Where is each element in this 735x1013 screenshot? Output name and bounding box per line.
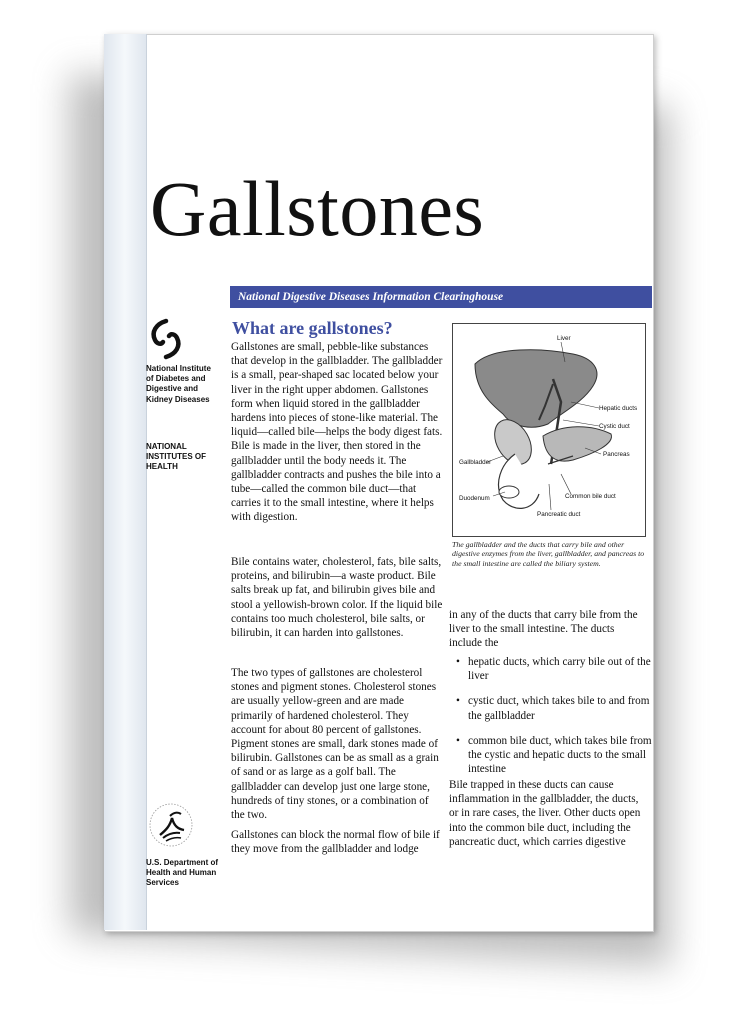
niddk-name: National Institute of Diabetes and Digestive and Kidney Diseases <box>146 364 211 404</box>
label-pancreas: Pancreas <box>603 451 630 458</box>
hhs-seal-icon <box>148 800 194 850</box>
duct-list <box>452 655 652 787</box>
figure-caption: The gallbladder and the ducts that carry bile and other digestive enzymes from the liver, gallbladder, and pancreas to the small intestine are called the biliary system. <box>452 540 645 568</box>
niddk-logo-icon <box>146 318 186 360</box>
list-item: • common bile duct, which takes bile from the cystic and hepatic ducts to the small intestine <box>456 734 652 776</box>
paragraph-1: Gallstones are small, pebble-like substances that develop in the gallbladder. The gallbladder is a small, pear-shaped sac located below your liver in the right upper abdomen. Gallstones form when liquid stored in the gallbladder hardens into pieces of stone-like material. The liquid—called bile—helps the body digest fats. Bile is made in the liver, then stored in the gallbladder until the body needs it. The gallbladder contracts and pushes the bile into a tube—called the common bile duct—that carries it to the small intestine, where it helps with digestion. <box>231 341 443 524</box>
label-duodenum: Duodenum <box>459 495 490 502</box>
nih-name: NATIONAL INSTITUTES OF HEALTH <box>146 442 206 472</box>
col2-intro: in any of the ducts that carry bile from the liver to the small intestine. The ducts include the <box>449 609 638 650</box>
label-common-bile-duct: Common bile duct <box>565 493 616 500</box>
paragraph-3: The two types of gallstones are cholesterol stones and pigment stones. Cholesterol stones are usually yellow-green and are made primarily of hardened cholesterol. They account for about 80 percent of gallstones. Pigment stones are small, dark stones made of bilirubin. Gallstones can be as small as a grain of sand or as large as a golf ball. The gallbladder can develop just one large stone, hundreds of tiny stones, or a combination of the two. <box>231 667 439 822</box>
paragraph-2: Bile contains water, cholesterol, fats, bile salts, proteins, and bilirubin—a waste product. Bile salts break up fat, and bilirubin gives bile and stool a yellowish-brown color. If the liquid bile contains too much cholesterol, bile salts, or bilirubin, it can harden into gallstones. <box>231 556 443 640</box>
duct-hepatic: hepatic ducts, which carry bile out of the liver <box>468 656 651 683</box>
list-item: • cystic duct, which takes bile to and from the gallbladder <box>456 695 650 722</box>
duct-cystic: cystic duct, which takes bile to and from the gallbladder <box>468 695 650 722</box>
paragraph-4: Gallstones can block the normal flow of bile if they move from the gallbladder and lodge <box>231 829 440 856</box>
label-pancreatic-duct: Pancreatic duct <box>537 511 581 518</box>
biliary-illustration <box>453 324 645 536</box>
section-heading: What are gallstones? <box>232 318 393 338</box>
label-cystic-duct: Cystic duct <box>599 423 630 430</box>
clearinghouse-banner: National Digestive Diseases Information Clearinghouse <box>230 286 652 308</box>
label-liver: Liver <box>557 335 571 342</box>
label-gallbladder: Gallbladder <box>459 459 492 466</box>
col2-after: Bile trapped in these ducts can cause inflammation in the gallbladder, the ducts, or in rare cases, the liver. Other ducts open into the common bile duct, including the pancreatic duct, which carries digestive <box>449 779 641 848</box>
duct-common: common bile duct, which takes bile from the cystic and hepatic ducts to the small intestine <box>468 734 652 776</box>
label-hepatic-ducts: Hepatic ducts <box>599 405 638 412</box>
booklet-spine <box>104 34 147 930</box>
hhs-name: U.S. Department of Health and Human Services <box>146 858 219 888</box>
booklet-title: Gallstones <box>150 165 485 252</box>
biliary-diagram <box>452 323 646 537</box>
list-item: • hepatic ducts, which carry bile out of the liver <box>456 656 651 683</box>
